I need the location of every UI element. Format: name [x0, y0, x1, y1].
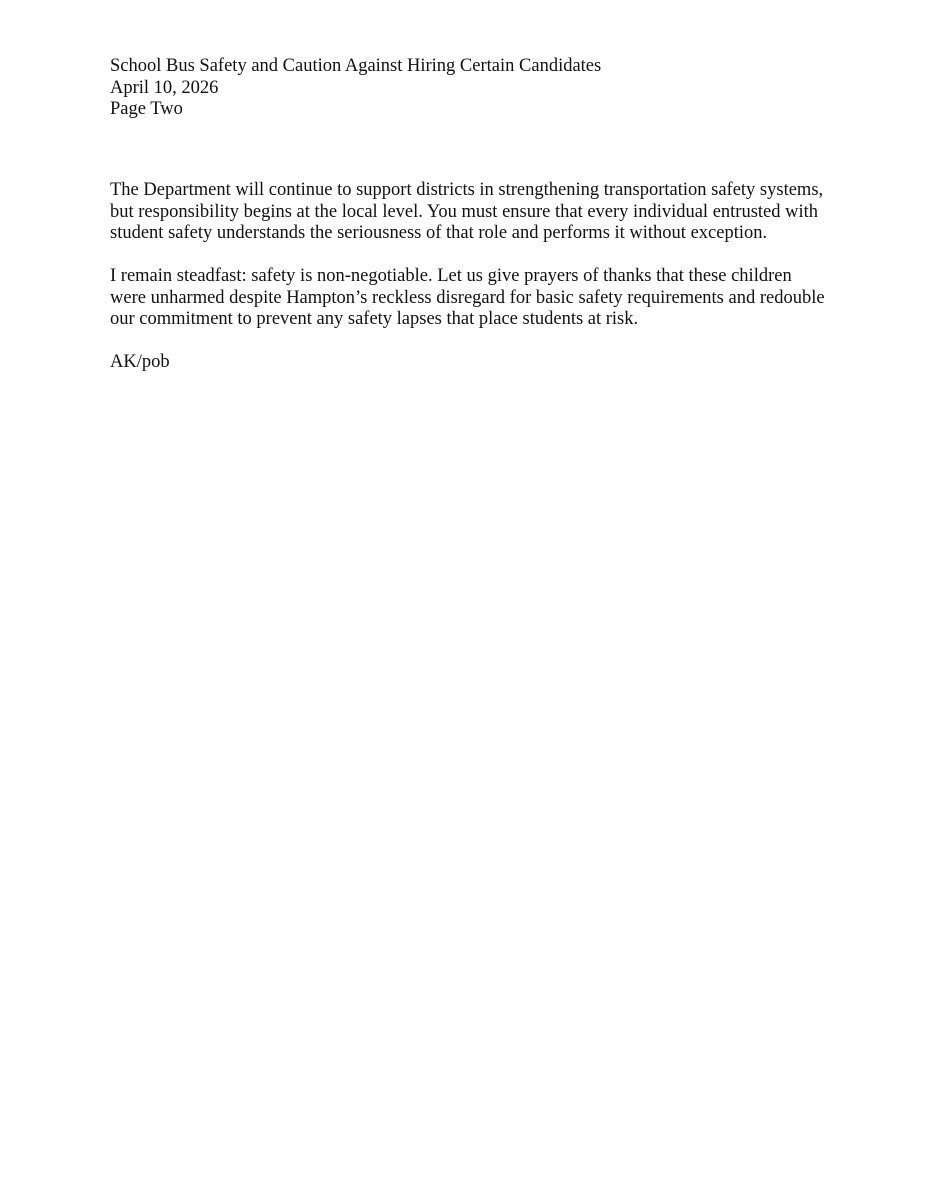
letter-body: [110, 180, 825, 374]
page-label: Page Two: [110, 99, 183, 119]
paragraph-line: student safety understands the seriousness of that role and performs it without exception.: [110, 223, 768, 243]
paragraph-line: were unharmed despite Hampton’s reckless disregard for basic safety requirements and redouble: [110, 287, 825, 308]
reference-initials: AK/pob: [110, 352, 170, 372]
paragraph: [110, 180, 824, 245]
paragraph-line: but responsibility begins at the local level. You must ensure that every individual entrusted with: [110, 201, 819, 222]
paragraph-line: The Department will continue to support districts in strengthening transportation safety systems,: [110, 180, 824, 200]
subject-line: School Bus Safety and Caution Against Hiring Certain Candidates: [110, 56, 602, 76]
paragraph-line: our commitment to prevent any safety lapses that place students at risk.: [110, 309, 639, 329]
paragraph: [110, 266, 825, 331]
letter-header: [110, 56, 830, 121]
letter-date: April 10, 2026: [110, 77, 219, 98]
paragraph-line: I remain steadfast: safety is non-negotiable. Let us give prayers of thanks that these children: [110, 266, 792, 286]
